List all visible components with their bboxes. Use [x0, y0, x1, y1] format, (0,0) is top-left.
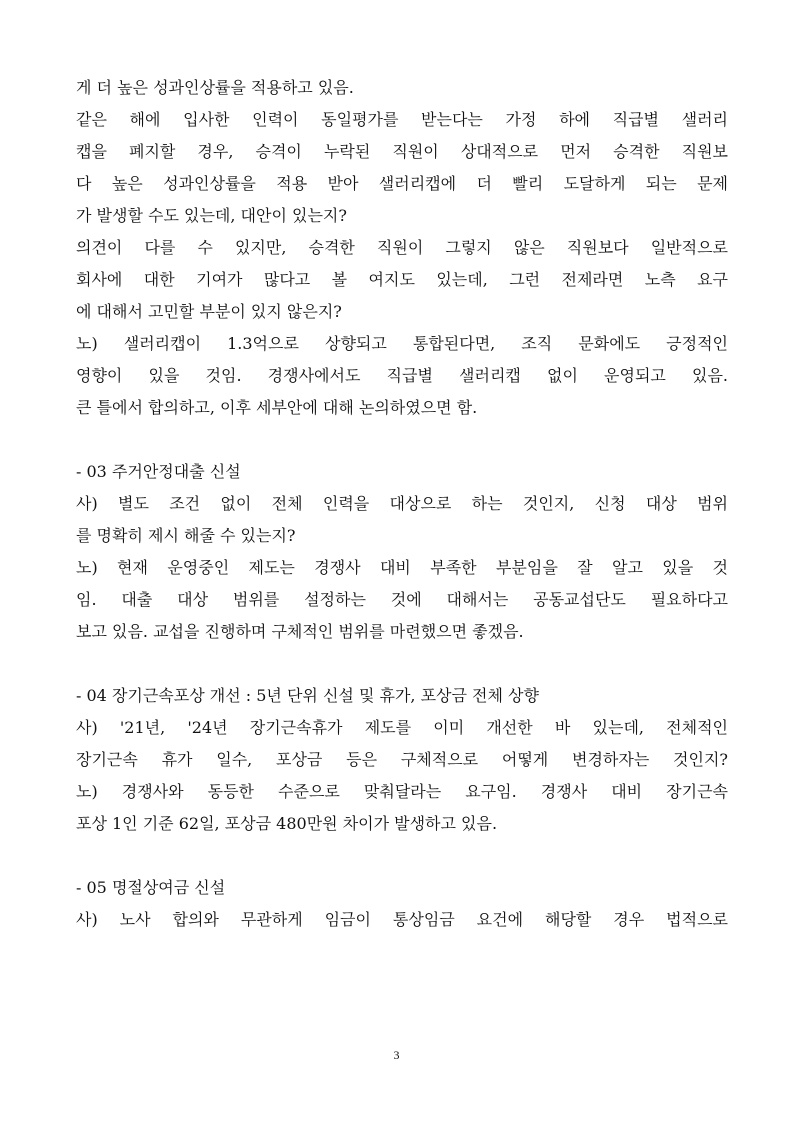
blank-line	[76, 840, 728, 872]
text-line: 가 발생할 수도 있는데, 대안이 있는지?	[76, 206, 347, 225]
text-line: 에 대해서 고민할 부분이 있지 않은지?	[76, 302, 342, 321]
text-line: 장기근속 휴가 일수, 포상금 등은 구체적으로 어떻게 변경하자는 것인지?	[76, 750, 728, 769]
blank-line	[76, 424, 728, 456]
text-line: 캡을 폐지할 경우, 승격이 누락된 직원이 상대적으로 먼저 승격한 직원보	[76, 142, 728, 161]
text-line: 를 명확히 제시 해줄 수 있는지?	[76, 526, 296, 545]
text-line: 영향이 있을 것임. 경쟁사에서도 직급별 샐러리캡 없이 운영되고 있음.	[76, 366, 728, 385]
text-line: 사) '21년, '24년 장기근속휴가 제도를 이미 개선한 바 있는데, 전체적인	[76, 718, 728, 737]
text-line: 노) 경쟁사와 동등한 수준으로 맞춰달라는 요구임. 경쟁사 대비 장기근속	[76, 782, 728, 801]
text-line: 보고 있음. 교섭을 진행하며 구체적인 범위를 마련했으면 좋겠음.	[76, 622, 524, 641]
blank-line	[76, 648, 728, 680]
text-line: 의견이 다를 수 있지만, 승격한 직원이 그렇지 않은 직원보다 일반적으로	[76, 238, 728, 257]
text-line: 노) 현재 운영중인 제도는 경쟁사 대비 부족한 부분임을 잘 알고 있을 것	[76, 558, 728, 577]
text-line: 회사에 대한 기여가 많다고 볼 여지도 있는데, 그런 전제라면 노측 요구	[76, 270, 728, 289]
text-line: 사) 별도 조건 없이 전체 인력을 대상으로 하는 것인지, 신청 대상 범위	[76, 494, 728, 513]
text-line: 사) 노사 합의와 무관하게 임금이 통상임금 요건에 해당할 경우 법적으로	[76, 910, 728, 929]
text-line: 게 더 높은 성과인상률을 적용하고 있음.	[76, 78, 354, 97]
text-line: 노) 샐러리캡이 1.3억으로 상향되고 통합된다면, 조직 문화에도 긍정적인	[76, 334, 728, 353]
text-line: 큰 틀에서 합의하고, 이후 세부안에 대해 논의하였으면 함.	[76, 398, 478, 417]
document-body	[76, 72, 728, 936]
text-line: 임. 대출 대상 범위를 설정하는 것에 대해서는 공동교섭단도 필요하다고	[76, 590, 728, 609]
page-number: 3	[393, 1048, 400, 1062]
text-line: - 05 명절상여금 신설	[76, 878, 226, 897]
text-line: 다 높은 성과인상률을 적용 받아 샐러리캡에 더 빨리 도달하게 되는 문제	[76, 174, 728, 193]
text-line: 같은 해에 입사한 인력이 동일평가를 받는다는 가정 하에 직급별 샐러리	[76, 110, 728, 129]
text-line: - 04 장기근속포상 개선 : 5년 단위 신설 및 휴가, 포상금 전체 상향	[76, 686, 539, 705]
text-line: 포상 1인 기준 62일, 포상금 480만원 차이가 발생하고 있음.	[76, 814, 498, 833]
text-line: - 03 주거안정대출 신설	[76, 462, 241, 481]
